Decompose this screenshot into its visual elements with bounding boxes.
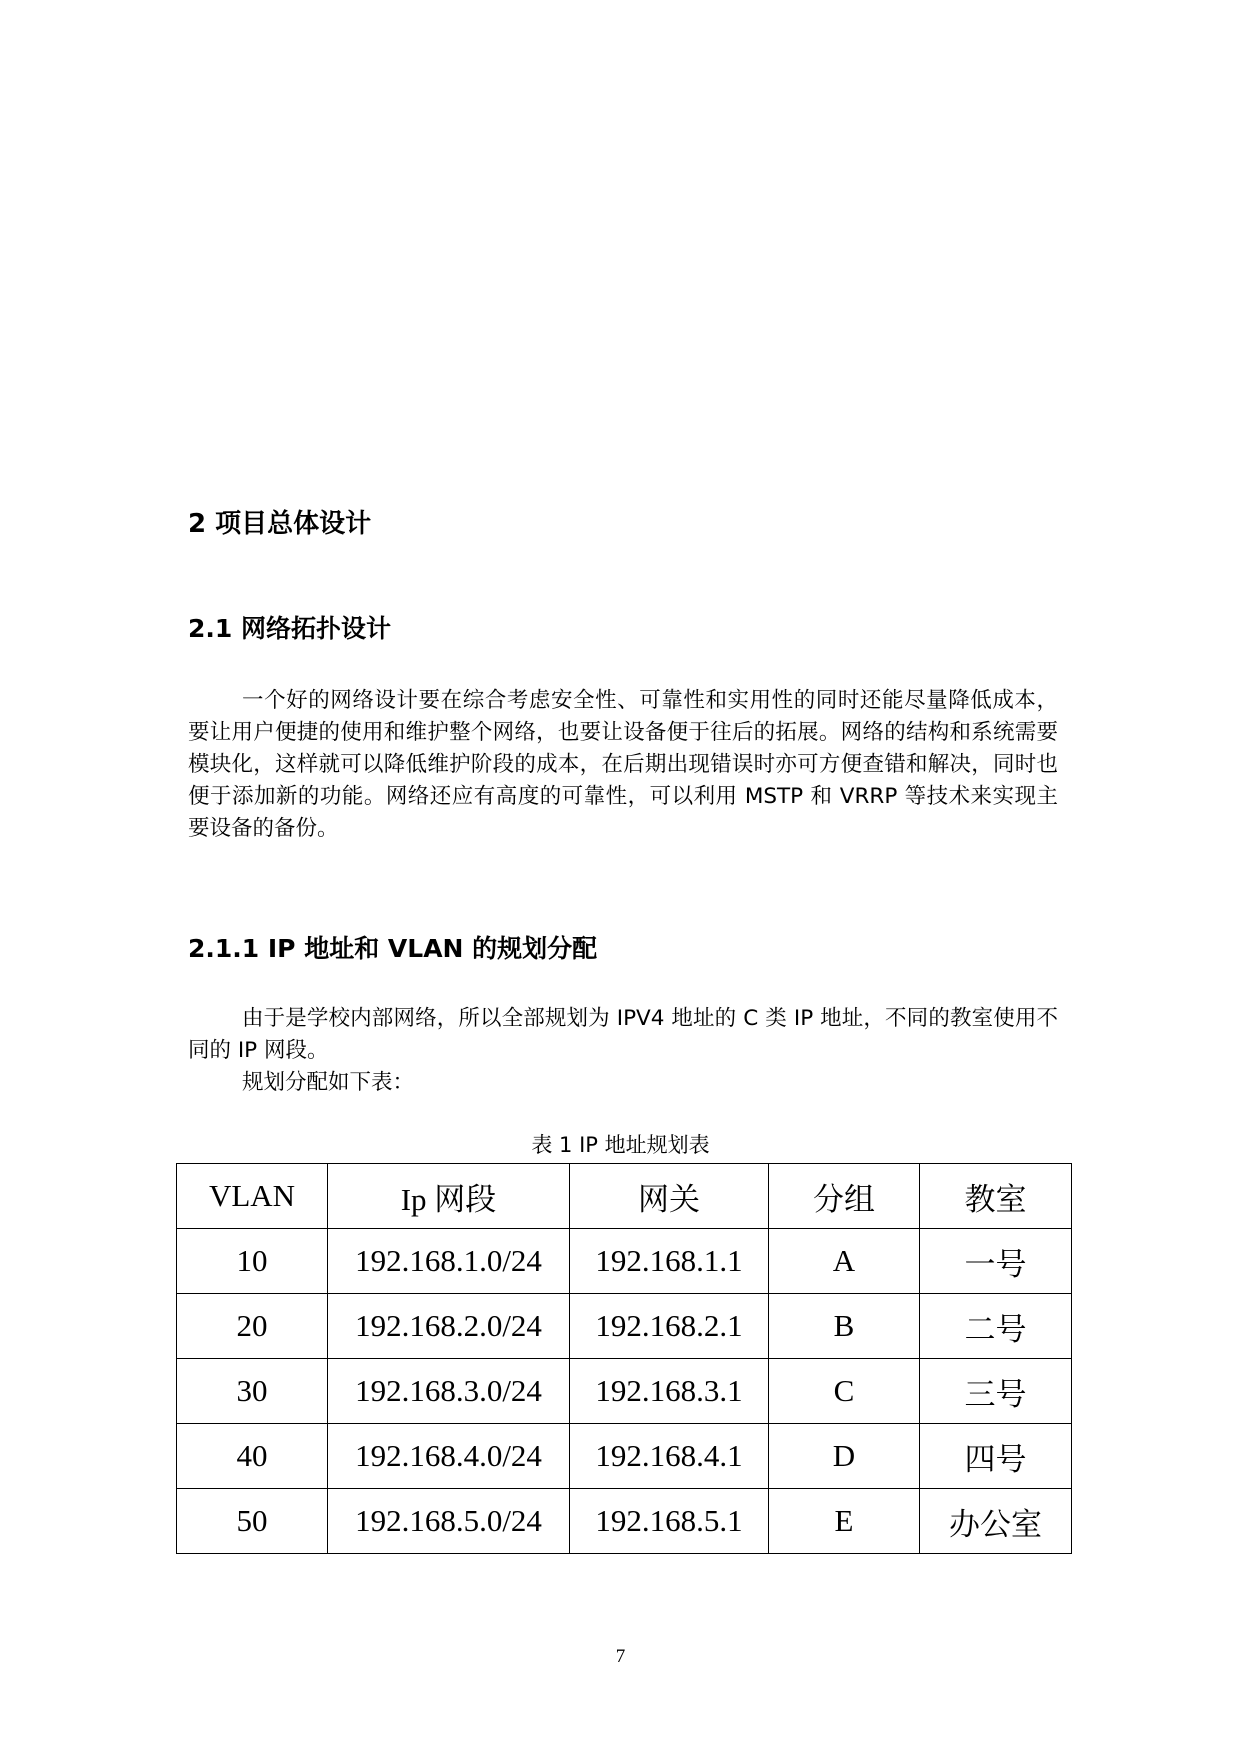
header-cell-vlan: VLAN [177,1164,328,1229]
header-cell-ip-segment: Ip 网段 [328,1164,570,1229]
subsection-heading: 2.1.1 IP 地址和 VLAN 的规划分配 [188,934,598,963]
table-caption: 表 1 IP 地址规划表 [531,1133,710,1157]
table-row [177,1294,1072,1359]
cell-ip-segment: 192.168.5.0/24 [328,1489,570,1554]
table-row [177,1229,1072,1294]
cell-classroom: 二号 [920,1294,1072,1359]
page-number: 7 [615,1646,626,1667]
body-paragraph-table-intro: 规划分配如下表： [242,1070,415,1095]
cell-ip-segment: 192.168.1.0/24 [328,1229,570,1294]
cell-gateway: 192.168.3.1 [570,1359,769,1424]
cell-vlan: 50 [177,1489,328,1554]
cell-gateway: 192.168.1.1 [570,1229,769,1294]
cell-group: C [769,1359,920,1424]
table-row [177,1489,1072,1554]
cell-group: A [769,1229,920,1294]
cell-ip-segment: 192.168.3.0/24 [328,1359,570,1424]
cell-group: B [769,1294,920,1359]
cell-group: E [769,1489,920,1554]
cell-vlan: 10 [177,1229,328,1294]
body-paragraph-ip-plan: 由于是学校内部网络，所以全部规划为 IPV4 地址的 C 类 IP 地址，不同的教室使用不同的 IP 网段。 [188,1006,1058,1063]
cell-ip-segment: 192.168.4.0/24 [328,1424,570,1489]
cell-vlan: 30 [177,1359,328,1424]
cell-vlan: 40 [177,1424,328,1489]
table-row [177,1424,1072,1489]
cell-ip-segment: 192.168.2.0/24 [328,1294,570,1359]
cell-classroom: 四号 [920,1424,1072,1489]
cell-group: D [769,1424,920,1489]
cell-vlan: 20 [177,1294,328,1359]
body-paragraph-network-design: 一个好的网络设计要在综合考虑安全性、可靠性和实用性的同时还能尽量降低成本，要让用户便捷的使用和维护整个网络，也要让设备便于往后的拓展。网络的结构和系统需要模块化，这样就可以降低维护阶段的成本，在后期出现错误时亦可方便查错和解决，同时也便于添加新的功能。网络还应有高度的可靠性，可以利用 MSTP 和 VRRP 等技术来实现主要设备的备份。 [188,688,1058,841]
header-cell-gateway: 网关 [570,1164,769,1229]
header-cell-group: 分组 [769,1164,920,1229]
cell-gateway: 192.168.4.1 [570,1424,769,1489]
table-row [177,1359,1072,1424]
section-heading: 2.1 网络拓扑设计 [188,614,391,643]
cell-classroom: 一号 [920,1229,1072,1294]
header-cell-classroom: 教室 [920,1164,1072,1229]
ip-plan-table [176,1163,1072,1554]
cell-gateway: 192.168.5.1 [570,1489,769,1554]
table-header-row [177,1164,1072,1229]
cell-classroom: 办公室 [920,1489,1072,1554]
chapter-heading: 2 项目总体设计 [188,509,372,539]
cell-gateway: 192.168.2.1 [570,1294,769,1359]
cell-classroom: 三号 [920,1359,1072,1424]
